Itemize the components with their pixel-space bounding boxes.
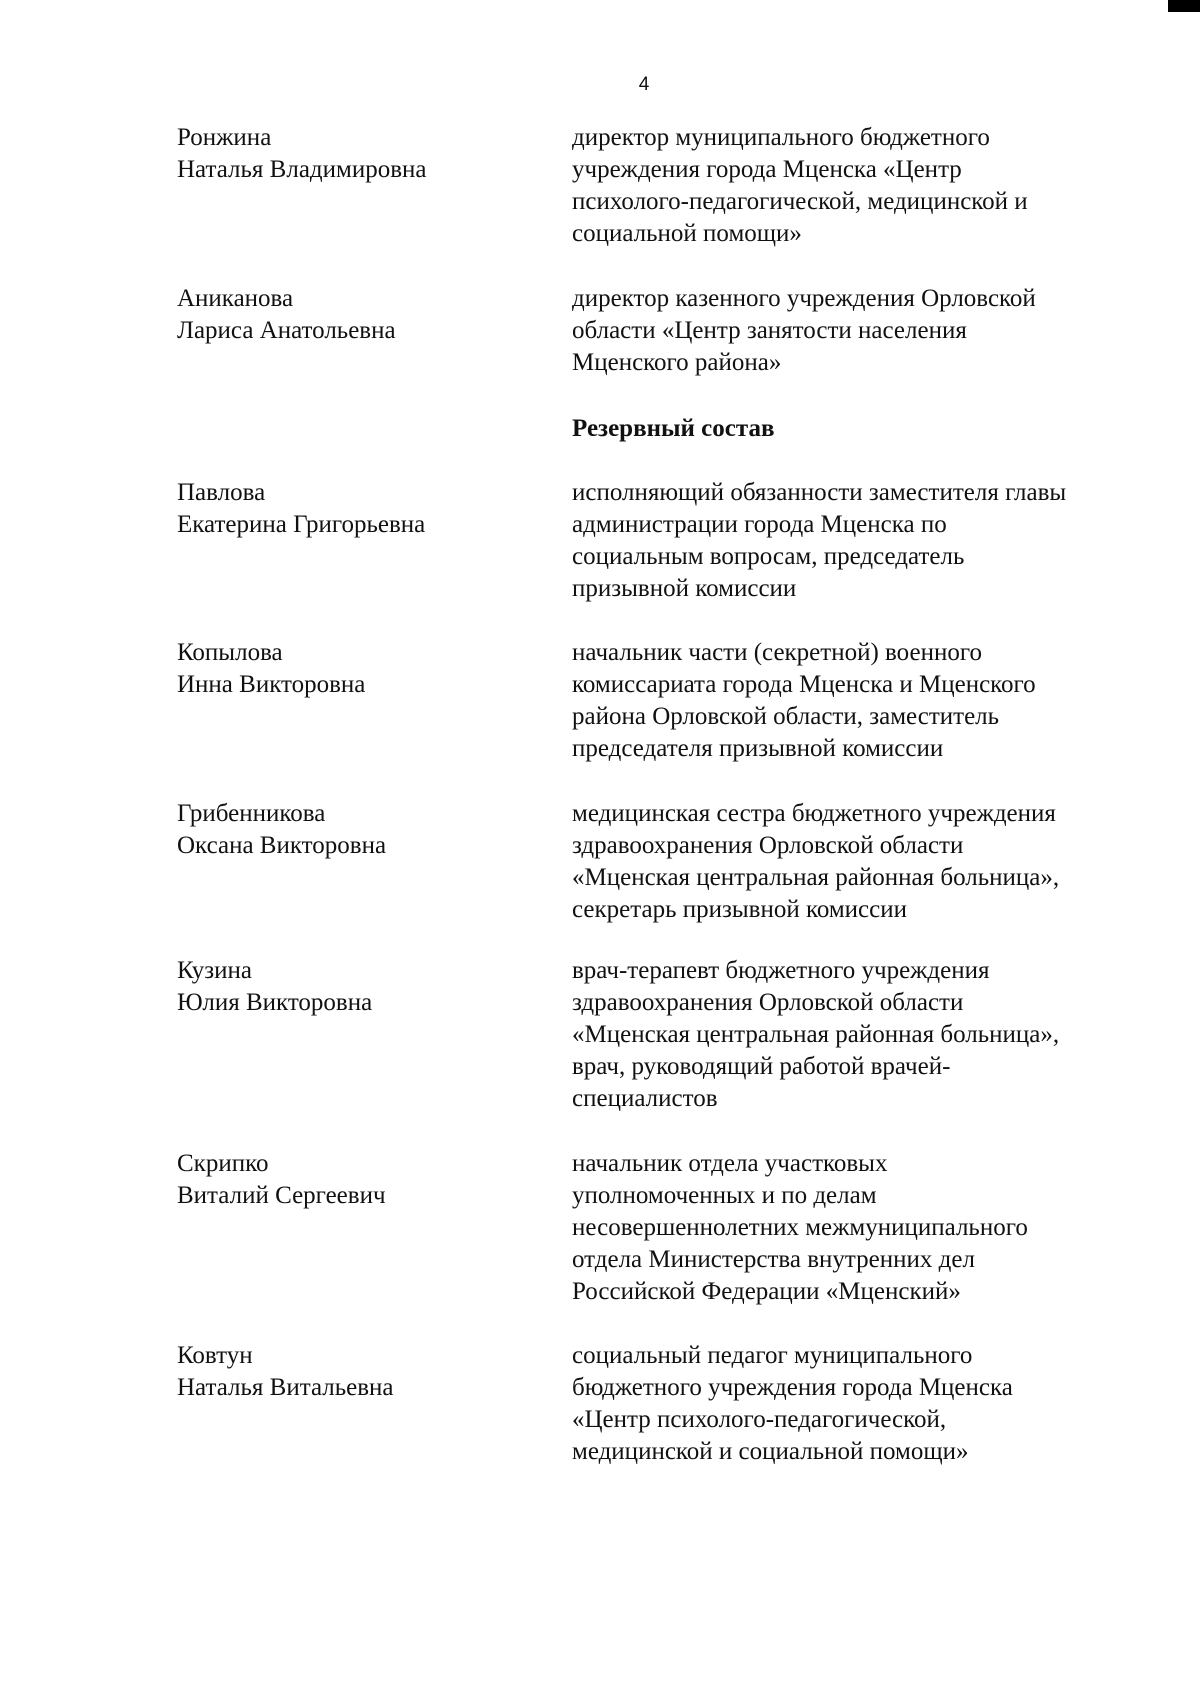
position-line: бюджетного учреждения города Мценска (572, 1374, 1013, 1401)
member-surname: Грибенникова (177, 800, 326, 827)
position-line: исполняющий обязанности заместителя главы (572, 479, 1067, 506)
position-line: врач-терапевт бюджетного учреждения (572, 957, 990, 984)
member-position (572, 1148, 1172, 1308)
position-line: директор казенного учреждения Орловской (572, 285, 1036, 312)
position-line: «Центр психолого-педагогической, (572, 1406, 947, 1433)
member-given-names: Виталий Сергеевич (177, 1182, 386, 1209)
member-name (177, 798, 507, 862)
member-name (177, 637, 507, 701)
position-line: уполномоченных и по делам (572, 1182, 877, 1209)
member-given-names: Наталья Владимировна (177, 156, 427, 183)
member-surname: Ковтун (177, 1342, 253, 1369)
position-line: врач, руководящий работой врачей- (572, 1053, 951, 1080)
member-position (572, 1340, 1172, 1468)
member-name (177, 1340, 507, 1404)
position-line: «Мценская центральная районная больница», (572, 864, 1060, 891)
member-surname: Аниканова (177, 285, 294, 312)
position-line: Мценского района» (572, 349, 782, 376)
page-number: 4 (638, 74, 650, 95)
position-line: Российской Федерации «Мценский» (572, 1278, 961, 1305)
member-surname: Ронжина (177, 124, 272, 151)
position-line: здравоохранения Орловской области (572, 832, 964, 859)
position-line: социальный педагог муниципального (572, 1342, 973, 1369)
position-line: района Орловской области, заместитель (572, 703, 1000, 730)
position-line: комиссариата города Мценска и Мценского (572, 671, 1036, 698)
member-position (572, 798, 1172, 926)
position-line: медицинская сестра бюджетного учреждения (572, 800, 1056, 827)
position-line: специалистов (572, 1085, 718, 1112)
position-line: секретарь призывной комиссии (572, 896, 908, 923)
member-given-names: Екатерина Григорьевна (177, 511, 426, 538)
position-line: отдела Министерства внутренних дел (572, 1246, 975, 1273)
member-surname: Копылова (177, 639, 283, 666)
member-name (177, 1148, 507, 1212)
position-line: администрации города Мценска по (572, 511, 947, 538)
member-name (177, 283, 507, 347)
member-name (177, 955, 507, 1019)
position-line: области «Центр занятости населения (572, 317, 967, 344)
position-line: несовершеннолетних межмуниципального (572, 1214, 1028, 1241)
member-given-names: Наталья Витальевна (177, 1374, 394, 1401)
member-position (572, 955, 1172, 1115)
member-position (572, 283, 1172, 379)
position-line: начальник части (секретной) военного (572, 639, 982, 666)
member-position (572, 477, 1172, 605)
position-line: «Мценская центральная районная больница», (572, 1021, 1060, 1048)
position-line: социальной помощи» (572, 220, 802, 247)
position-line: призывной комиссии (572, 575, 797, 602)
member-given-names: Лариса Анатольевна (177, 317, 396, 344)
position-line: медицинской и социальной помощи» (572, 1438, 969, 1465)
member-name (177, 477, 507, 541)
position-line: учреждения города Мценска «Центр (572, 156, 962, 183)
member-surname: Скрипко (177, 1150, 269, 1177)
position-line: председателя призывной комиссии (572, 735, 944, 762)
position-line: директор муниципального бюджетного (572, 124, 990, 151)
position-line: социальным вопросам, председатель (572, 543, 965, 570)
member-surname: Кузина (177, 957, 253, 984)
member-given-names: Юлия Викторовна (177, 989, 373, 1016)
member-position (572, 637, 1172, 765)
member-surname: Павлова (177, 479, 266, 506)
member-name (177, 122, 507, 186)
member-given-names: Инна Викторовна (177, 671, 366, 698)
scan-edge-mark (1168, 0, 1200, 12)
member-position (572, 122, 1172, 250)
position-line: начальник отдела участковых (572, 1150, 888, 1177)
position-line: здравоохранения Орловской области (572, 989, 964, 1016)
section-title: Резервный состав (572, 415, 775, 442)
member-given-names: Оксана Викторовна (177, 832, 387, 859)
position-line: психолого-педагогической, медицинской и (572, 188, 1028, 215)
